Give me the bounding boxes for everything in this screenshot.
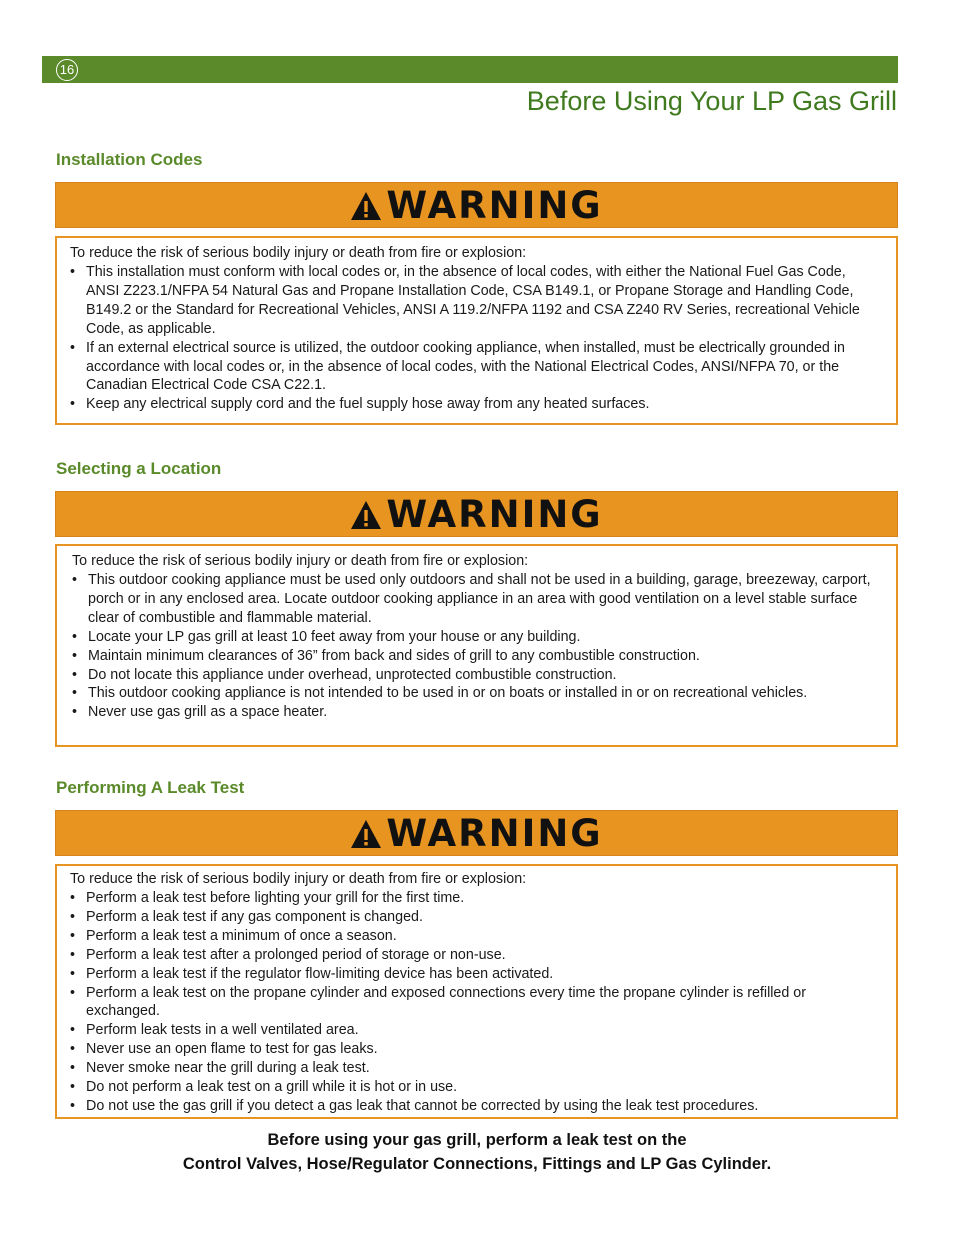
list-item: • Do not locate this appliance under overhead, unprotected combustible construction.: [72, 666, 617, 683]
list-item: • This outdoor cooking appliance is not intended to be used in or on boats or installed in or on recreational vehicles.: [72, 685, 808, 702]
footer-line-1: Before using your gas grill, perform a leak test on the: [267, 1131, 687, 1149]
list-item: • Do not use the gas grill if you detect a gas leak that cannot be corrected by using the leak test procedures.: [70, 1097, 759, 1114]
list-item: • Perform a leak test if the regulator flow-limiting device has been activated.: [70, 965, 554, 982]
list-item: • Perform a leak test before lighting your grill for the first time.: [70, 890, 465, 906]
list-item: • This outdoor cooking appliance must be used only outdoors and shall not be used in a building, garage, breezeway, carport, porch or in any enclosed area. Locate outdoor cooking appliance in an area with good ventilation on a level stable surface clear of combustible and flammable material.: [72, 572, 871, 626]
list-item: • Keep any electrical supply cord and the fuel supply hose away from any heated surfaces.: [70, 396, 650, 413]
list-item: • Do not perform a leak test on a grill while it is hot or in use.: [70, 1079, 458, 1096]
list-item: • Perform a leak test a minimum of once a season.: [70, 927, 397, 944]
warning-list: [72, 571, 882, 722]
list-item: • Never use an open flame to test for gas leaks.: [70, 1041, 378, 1058]
warning-triangle-icon: [350, 190, 382, 222]
list-item: • Perform a leak test if any gas component is changed.: [70, 908, 423, 925]
section-heading-leak-test: Performing A Leak Test: [56, 778, 245, 797]
list-item: • Locate your LP gas grill at least 10 feet away from your house or any building.: [72, 628, 581, 645]
warning-intro: To reduce the risk of serious bodily injury or death from fire or explosion:: [72, 553, 529, 569]
list-item: • Perform a leak test after a prolonged period of storage or non-use.: [70, 946, 506, 963]
section-heading-installation-codes: Installation Codes: [56, 150, 203, 169]
warning-box-leak-test: [55, 864, 898, 1119]
header-bar: [42, 56, 898, 83]
page-title: Before Using Your LP Gas Grill: [526, 86, 897, 116]
warning-label: WARNING: [386, 183, 603, 227]
section-heading-selecting-location: Selecting a Location: [56, 459, 222, 478]
warning-banner: [55, 810, 898, 856]
list-item: • Perform leak tests in a well ventilated area.: [70, 1022, 359, 1039]
list-item: • Never smoke near the grill during a leak test.: [70, 1060, 370, 1077]
footer-note: [0, 1128, 954, 1176]
warning-banner: [55, 491, 898, 537]
warning-list: [70, 889, 882, 1116]
warning-label: WARNING: [386, 492, 603, 536]
warning-triangle-icon: [350, 499, 382, 531]
warning-label: WARNING: [386, 811, 603, 855]
warning-triangle-icon: [350, 818, 382, 850]
list-item: • Perform a leak test on the propane cylinder and exposed connections every time the propane cylinder is refilled or exchanged.: [70, 984, 807, 1020]
list-item: • Maintain minimum clearances of 36” from back and sides of grill to any combustible construction.: [72, 647, 700, 664]
warning-box-installation-codes: [55, 236, 898, 425]
footer-line-2: Control Valves, Hose/Regulator Connections, Fittings and LP Gas Cylinder.: [182, 1155, 772, 1173]
page-number: 16: [56, 59, 78, 81]
warning-intro: To reduce the risk of serious bodily injury or death from fire or explosion:: [70, 245, 527, 261]
list-item: • Never use gas grill as a space heater.: [72, 704, 328, 721]
list-item: • This installation must conform with local codes or, in the absence of local codes, with either the National Fuel Gas Code, ANSI Z223.1/NFPA 54 Natural Gas and Propane Installation Code, CSA B149.1, or Propane Storage and Handling Code, B149.2 or the Standard for Recreational Vehicles, ANSI A 119.2/NFPA 1192 and CSA Z240 RV Series, recreational Vehicle Code, as applicable.: [70, 264, 860, 337]
warning-banner: [55, 182, 898, 228]
warning-intro: To reduce the risk of serious bodily injury or death from fire or explosion:: [70, 871, 527, 887]
list-item: • If an external electrical source is utilized, the outdoor cooking appliance, when installed, must be electrically grounded in accordance with local codes or, in the absence of local codes, with the National Electrical Codes, ANSI/NFPA 70, or the Canadian Electrical Code CSA C22.1.: [70, 339, 845, 394]
warning-box-selecting-location: [55, 544, 898, 747]
warning-list: [70, 263, 882, 414]
